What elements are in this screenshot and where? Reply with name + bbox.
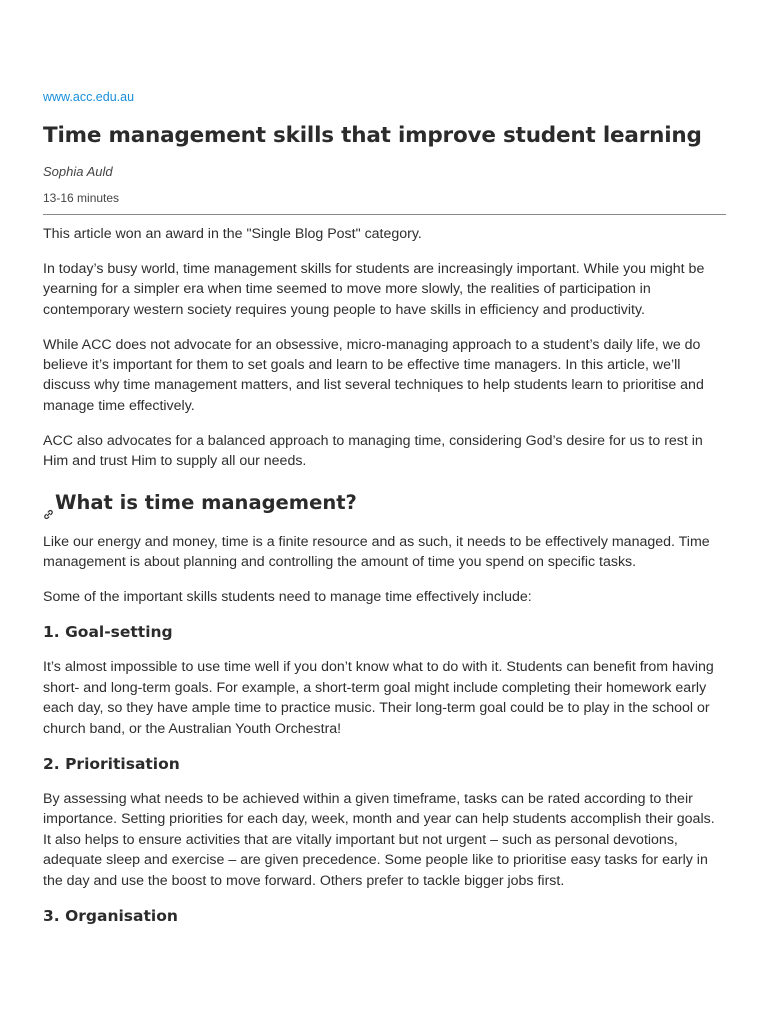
award-note: This article won an award in the "Single Blog Post" category. [43, 226, 422, 242]
reading-time: 13-16 minutes [43, 191, 120, 205]
section-paragraph: Like our energy and money, time is a finite resource and as such, it needs to be effectively managed. Time management is about planning and controlling the amount of time you spend on specific tasks. [43, 533, 710, 570]
skill-text-prioritisation: By assessing what needs to be achieved within a given timeframe, tasks can be rated according to their importance. Setting priorities for each day, week, month and year can help students accomplish their goals. It also helps to ensure activities that are vitally important but not urgent – such as personal devotions, adequate sleep and exercise – are given precedence. Some people like to prioritise easy tasks for early in the day and use the boost to move forward. Others prefer to tackle bigger jobs first. [43, 790, 715, 889]
header-divider [43, 214, 726, 215]
section-heading-text: What is time management? [55, 490, 357, 514]
article-title: Time management skills that improve student learning [43, 123, 702, 148]
source-domain-link[interactable]: www.acc.edu.au [43, 90, 135, 104]
skill-text-goal-setting: It’s almost impossible to use time well if you don’t know what to do with it. Students can benefit from having short- and long-term goals. For example, a short-term goal might include completing their homework early each day, so they have ample time to practice music. Their long-term goal could be to play in the school or church band, or the Australian Youth Orchestra! [43, 659, 714, 737]
skill-heading-organisation: 3. Organisation [43, 906, 178, 925]
link-icon[interactable] [43, 500, 54, 511]
intro-paragraph: ACC also advocates for a balanced approach to managing time, considering God’s desire for us to rest in Him and trust Him to supply all our needs. [43, 432, 703, 470]
article-body [43, 224, 726, 927]
skill-heading-prioritisation: 2. Prioritisation [43, 754, 180, 773]
section-paragraph: Some of the important skills students need to manage time effectively include: [43, 588, 532, 605]
skill-heading-goal-setting: 1. Goal-setting [43, 623, 173, 642]
article-author: Sophia Auld [43, 164, 113, 179]
intro-paragraph: In today’s busy world, time management skills for students are increasingly important. While you might be yearning for a simpler era when time seemed to move more slowly, the realities of participation in contemporary western society requires young people to have skills in efficiency and productivity. [43, 260, 705, 318]
intro-paragraph: While ACC does not advocate for an obsessive, micro-managing approach to a student’s daily life, we do believe it’s important for them to set goals and learn to be effective time managers. In this article, we’ll discuss why time management matters, and list several techniques to help students learn to prioritise and manage time effectively. [43, 336, 704, 414]
section-heading-time-management [43, 489, 726, 517]
